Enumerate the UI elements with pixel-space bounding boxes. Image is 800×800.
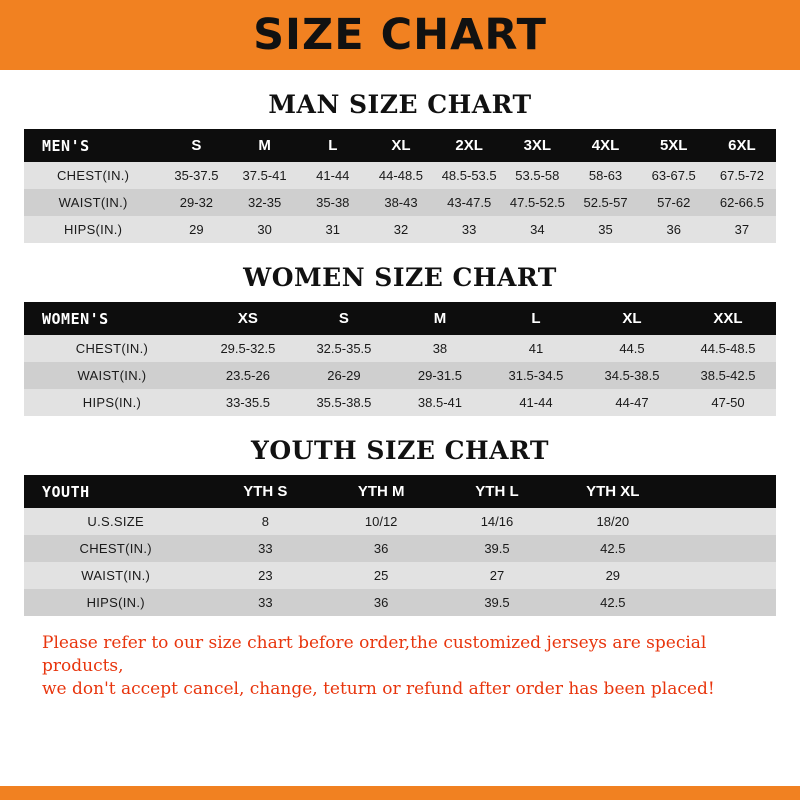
men-chest-3xl: 53.5-58: [503, 162, 571, 189]
youth-row-header-label: YOUTH: [24, 475, 207, 508]
youth-col-l: YTH L: [439, 475, 555, 508]
women-hips-label: HIPS(IN.): [24, 389, 200, 416]
men-chest-2xl: 48.5-53.5: [435, 162, 503, 189]
table-header-row: [24, 475, 776, 508]
youth-hips-l: 39.5: [439, 589, 555, 616]
women-waist-s: 26-29: [296, 362, 392, 389]
women-col-xs: XS: [200, 302, 296, 335]
section-title-men: MAN SIZE CHART: [268, 90, 532, 119]
men-col-3xl: 3XL: [503, 129, 571, 162]
youth-hips-spacer: [671, 589, 776, 616]
youth-ussize-spacer: [671, 508, 776, 535]
women-waist-xs: 23.5-26: [200, 362, 296, 389]
youth-chest-s: 33: [207, 535, 323, 562]
men-col-xl: XL: [367, 129, 435, 162]
youth-table-header: [24, 475, 776, 508]
women-hips-l: 41-44: [488, 389, 584, 416]
content-area: [0, 90, 800, 701]
men-col-l: L: [299, 129, 367, 162]
men-waist-6xl: 62-66.5: [708, 189, 776, 216]
women-chest-l: 41: [488, 335, 584, 362]
footer-note-line-1: Please refer to our size chart before order,the customized jerseys are special products,: [42, 633, 707, 676]
youth-size-table: [24, 475, 776, 616]
men-col-6xl: 6XL: [708, 129, 776, 162]
men-chest-l: 41-44: [299, 162, 367, 189]
women-table-header: [24, 302, 776, 335]
youth-chest-m: 36: [323, 535, 439, 562]
men-col-2xl: 2XL: [435, 129, 503, 162]
men-table-body: [24, 162, 776, 243]
men-hips-s: 29: [162, 216, 230, 243]
table-row: [24, 362, 776, 389]
youth-waist-m: 25: [323, 562, 439, 589]
men-col-4xl: 4XL: [571, 129, 639, 162]
section-women: [24, 263, 776, 416]
youth-ussize-s: 8: [207, 508, 323, 535]
footer-accent-band: [0, 786, 800, 800]
women-hips-xxl: 47-50: [680, 389, 776, 416]
men-waist-xl: 38-43: [367, 189, 435, 216]
men-table-header: [24, 129, 776, 162]
men-hips-4xl: 35: [571, 216, 639, 243]
section-title-women: WOMEN SIZE CHART: [243, 263, 557, 292]
header-accent-center: [26, 0, 774, 70]
table-row: [24, 335, 776, 362]
youth-ussize-xl: 18/20: [555, 508, 671, 535]
women-row-header-label: WOMEN'S: [24, 302, 200, 335]
men-hips-label: HIPS(IN.): [24, 216, 162, 243]
men-waist-l: 35-38: [299, 189, 367, 216]
youth-ussize-l: 14/16: [439, 508, 555, 535]
men-hips-m: 30: [231, 216, 299, 243]
women-waist-l: 31.5-34.5: [488, 362, 584, 389]
men-row-header-label: MEN'S: [24, 129, 162, 162]
women-chest-xs: 29.5-32.5: [200, 335, 296, 362]
table-row: [24, 216, 776, 243]
men-waist-2xl: 43-47.5: [435, 189, 503, 216]
table-row: [24, 508, 776, 535]
women-waist-xxl: 38.5-42.5: [680, 362, 776, 389]
youth-ussize-label: U.S.SIZE: [24, 508, 207, 535]
men-hips-6xl: 37: [708, 216, 776, 243]
youth-hips-label: HIPS(IN.): [24, 589, 207, 616]
women-hips-m: 38.5-41: [392, 389, 488, 416]
youth-waist-l: 27: [439, 562, 555, 589]
footer-note: [24, 632, 776, 701]
men-chest-s: 35-37.5: [162, 162, 230, 189]
men-chest-xl: 44-48.5: [367, 162, 435, 189]
women-chest-xl: 44.5: [584, 335, 680, 362]
women-waist-label: WAIST(IN.): [24, 362, 200, 389]
women-chest-label: CHEST(IN.): [24, 335, 200, 362]
men-col-m: M: [231, 129, 299, 162]
youth-col-xl: YTH XL: [555, 475, 671, 508]
table-header-row: [24, 129, 776, 162]
men-chest-m: 37.5-41: [231, 162, 299, 189]
women-chest-s: 32.5-35.5: [296, 335, 392, 362]
header-band: [0, 0, 800, 70]
men-waist-3xl: 47.5-52.5: [503, 189, 571, 216]
men-chest-5xl: 63-67.5: [640, 162, 708, 189]
men-hips-3xl: 34: [503, 216, 571, 243]
women-chest-m: 38: [392, 335, 488, 362]
men-chest-4xl: 58-63: [571, 162, 639, 189]
men-chest-6xl: 67.5-72: [708, 162, 776, 189]
section-title-youth: YOUTH SIZE CHART: [251, 436, 549, 465]
men-waist-s: 29-32: [162, 189, 230, 216]
women-col-s: S: [296, 302, 392, 335]
youth-hips-s: 33: [207, 589, 323, 616]
youth-chest-xl: 42.5: [555, 535, 671, 562]
men-hips-5xl: 36: [640, 216, 708, 243]
women-waist-m: 29-31.5: [392, 362, 488, 389]
youth-hips-xl: 42.5: [555, 589, 671, 616]
youth-waist-s: 23: [207, 562, 323, 589]
men-waist-m: 32-35: [231, 189, 299, 216]
youth-chest-spacer: [671, 535, 776, 562]
youth-ussize-m: 10/12: [323, 508, 439, 535]
table-row: [24, 162, 776, 189]
women-waist-xl: 34.5-38.5: [584, 362, 680, 389]
women-hips-xs: 33-35.5: [200, 389, 296, 416]
men-waist-label: WAIST(IN.): [24, 189, 162, 216]
men-chest-label: CHEST(IN.): [24, 162, 162, 189]
table-header-row: [24, 302, 776, 335]
section-men: [24, 90, 776, 243]
women-chest-xxl: 44.5-48.5: [680, 335, 776, 362]
youth-chest-l: 39.5: [439, 535, 555, 562]
men-hips-l: 31: [299, 216, 367, 243]
youth-chest-label: CHEST(IN.): [24, 535, 207, 562]
youth-waist-label: WAIST(IN.): [24, 562, 207, 589]
youth-col-spacer: [671, 475, 776, 508]
table-row: [24, 562, 776, 589]
women-col-xxl: XXL: [680, 302, 776, 335]
header-accent-right: [774, 0, 800, 70]
table-row: [24, 589, 776, 616]
men-waist-5xl: 57-62: [640, 189, 708, 216]
women-col-l: L: [488, 302, 584, 335]
men-col-5xl: 5XL: [640, 129, 708, 162]
table-row: [24, 389, 776, 416]
table-row: [24, 535, 776, 562]
men-col-s: S: [162, 129, 230, 162]
header-accent-left: [0, 0, 26, 70]
men-waist-4xl: 52.5-57: [571, 189, 639, 216]
youth-hips-m: 36: [323, 589, 439, 616]
men-hips-xl: 32: [367, 216, 435, 243]
women-hips-xl: 44-47: [584, 389, 680, 416]
youth-col-s: YTH S: [207, 475, 323, 508]
women-size-table: [24, 302, 776, 416]
women-col-m: M: [392, 302, 488, 335]
page-title: SIZE CHART: [253, 9, 547, 60]
footer-note-line-2: we don't accept cancel, change, teturn or refund after order has been placed!: [42, 678, 715, 699]
youth-waist-spacer: [671, 562, 776, 589]
youth-waist-xl: 29: [555, 562, 671, 589]
youth-col-m: YTH M: [323, 475, 439, 508]
women-hips-s: 35.5-38.5: [296, 389, 392, 416]
youth-table-body: [24, 508, 776, 616]
men-size-table: [24, 129, 776, 243]
women-table-body: [24, 335, 776, 416]
section-youth: [24, 436, 776, 616]
men-hips-2xl: 33: [435, 216, 503, 243]
table-row: [24, 189, 776, 216]
women-col-xl: XL: [584, 302, 680, 335]
